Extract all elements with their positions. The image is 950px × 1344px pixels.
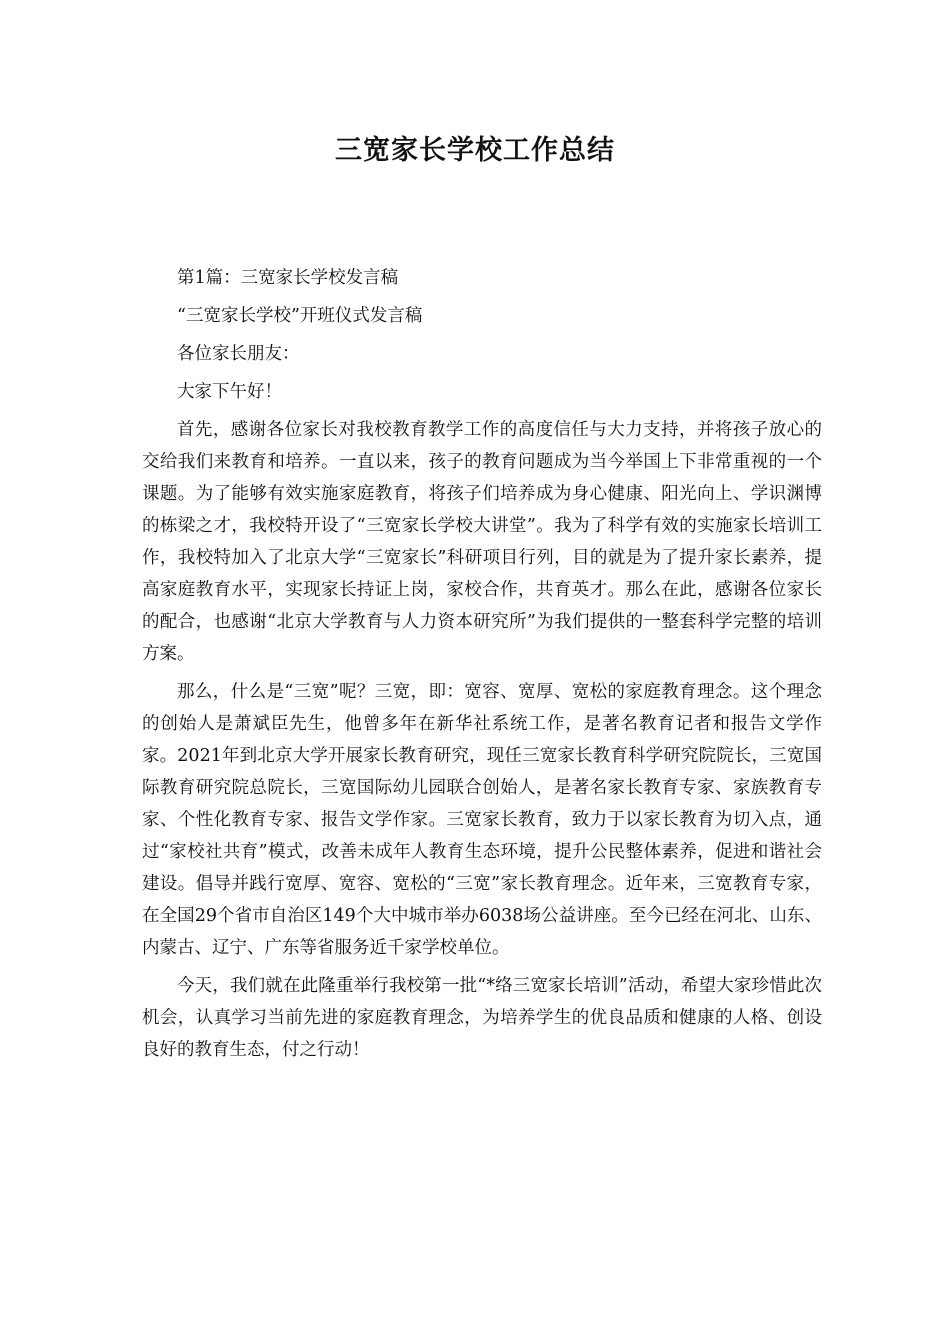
greeting: 大家下午好！ bbox=[177, 382, 282, 402]
body-paragraph-3: 今天，我们就在此隆重举行我校第一批“*络三宽家长培训”活动，希望大家珍惜此次机会，认真学习当前先进的家庭教育理念，为培养学生的优良品质和健康的人格、创设良好的教育生态，付之行动！ bbox=[142, 976, 822, 1060]
body-paragraph-2: 那么，什么是“三宽”呢？三宽，即：宽容、宽厚、宽松的家庭教育理念。这个理念的创始人是萧斌臣先生，他曾多年在新华社系统工作，是著名教育记者和报告文学作家。2021年到北京大学开展家长教育研究，现任三宽家长教育科学研究院院长，三宽国际教育研究院总院长，三宽国际幼儿园联合创始人，是著名家长教育专家、家族教育专家、个性化教育专家、报告文学作家。三宽家长教育，致力于以家长教育为切入点，通过“家校社共育”模式，改善未成年人教育生态环境，提升公民整体素养，促进和谐社会建设。倡导并践行宽厚、宽容、宽松的“三宽”家长教育理念。近年来，三宽教育专家，在全国29个省市自治区149个大中城市举办6038场公益讲座。至今已经在河北、山东、内蒙古、辽宁、广东等省服务近千家学校单位。 bbox=[142, 682, 822, 958]
speech-title: “三宽家长学校”开班仪式发言稿 bbox=[177, 306, 423, 326]
body-paragraph-1: 首先，感谢各位家长对我校教育教学工作的高度信任与大力支持，并将孩子放心的交给我们来教育和培养。一直以来，孩子的教育问题成为当今举国上下非常重视的一个课题。为了能够有效实施家庭教育，将孩子们培养成为身心健康、阳光向上、学识渊博的栋梁之才，我校特开设了“三宽家长学校大讲堂”。我为了科学有效的实施家长培训工作，我校特加入了北京大学“三宽家长”科研项目行列，目的就是为了提升家长素养，提高家庭教育水平，实现家长持证上岗，家校合作，共育英才。那么在此，感谢各位家长的配合，也感谢“北京大学教育与人力资本研究所”为我们提供的一整套科学完整的培训方案。 bbox=[142, 420, 822, 664]
document-title: 三宽家长学校工作总结 bbox=[335, 135, 615, 166]
salutation: 各位家长朋友： bbox=[177, 344, 300, 364]
document-body bbox=[142, 262, 822, 1072]
section-heading: 第1篇：三宽家长学校发言稿 bbox=[177, 268, 399, 288]
